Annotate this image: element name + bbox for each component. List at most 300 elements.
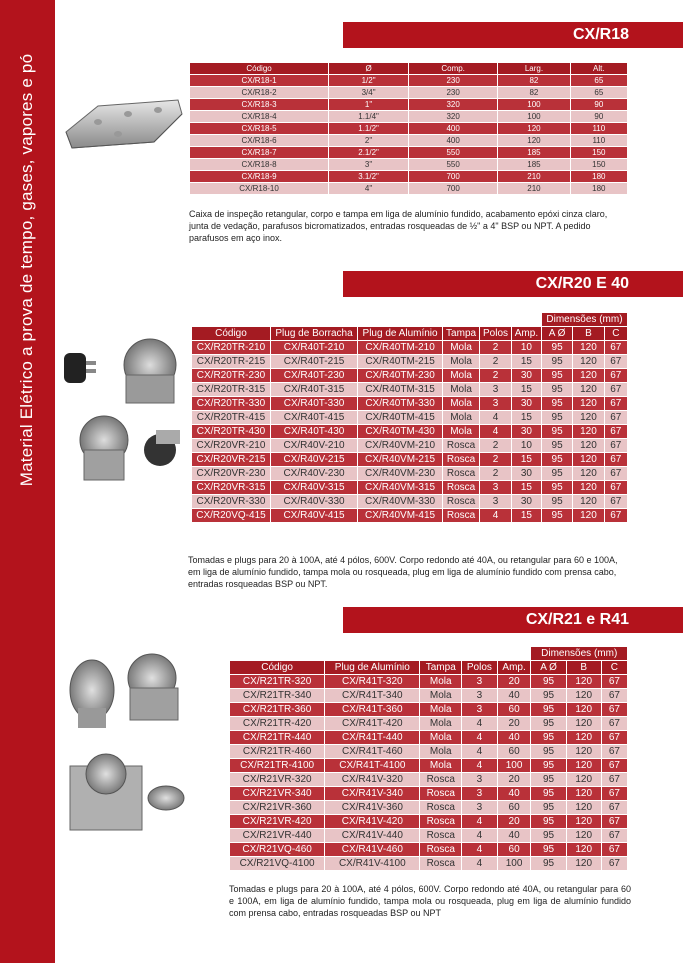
table-cell: Mola	[420, 689, 462, 703]
table-cell: CX/R20TR-230	[192, 369, 271, 383]
table-cell: 95	[531, 815, 566, 829]
table-cell: 95	[531, 759, 566, 773]
table-cell: 3	[462, 703, 498, 717]
table-cell: 20	[497, 773, 531, 787]
table-cell: 1"	[329, 99, 409, 111]
table-cell: CX/R18-6	[190, 135, 329, 147]
table-cell: 67	[604, 425, 627, 439]
table-cell: 60	[497, 801, 531, 815]
column-header: A Ø	[541, 327, 572, 341]
table-cell: 210	[498, 171, 570, 183]
table-cell: 320	[409, 99, 498, 111]
table-row	[230, 703, 628, 717]
table-cell: 82	[498, 75, 570, 87]
column-header: C	[604, 327, 627, 341]
table-cell: 95	[541, 481, 572, 495]
table-cell: CX/R21VR-360	[230, 801, 325, 815]
table-cell: CX/R40TM-330	[358, 397, 443, 411]
table-row	[230, 717, 628, 731]
table-cell: 100	[497, 759, 531, 773]
table-cell: Rosca	[420, 857, 462, 871]
table-cell: Rosca	[420, 843, 462, 857]
table-row	[190, 147, 628, 159]
table-row	[230, 829, 628, 843]
table-cell: 82	[498, 87, 570, 99]
table-row	[192, 341, 628, 355]
table-cell: 95	[531, 675, 566, 689]
table-cell: Rosca	[443, 439, 480, 453]
table-cell: CX/R40VM-215	[358, 453, 443, 467]
table-cell: CX/R18-9	[190, 171, 329, 183]
table-cell: 30	[511, 495, 541, 509]
table-cell: 10	[511, 341, 541, 355]
table-cell: CX/R41T-360	[325, 703, 420, 717]
table-cell: 120	[573, 411, 604, 425]
table-row	[190, 183, 628, 195]
table-cell: 65	[570, 87, 627, 99]
table-cell: Rosca	[443, 509, 480, 523]
table-cell: 95	[541, 341, 572, 355]
table-cell: 120	[566, 829, 601, 843]
table-cell: 20	[497, 675, 531, 689]
table-cell: 60	[497, 703, 531, 717]
table-cell: 30	[511, 369, 541, 383]
table-cell: CX/R41T-340	[325, 689, 420, 703]
table-cell: 67	[601, 717, 627, 731]
table-cell: Mola	[420, 731, 462, 745]
table-cell: 67	[604, 341, 627, 355]
table-cell: 120	[566, 731, 601, 745]
table-cell: 120	[573, 425, 604, 439]
table-row	[192, 369, 628, 383]
table-cell: CX/R41T-320	[325, 675, 420, 689]
table-cell: 185	[498, 159, 570, 171]
table-cell: 40	[497, 689, 531, 703]
table-cell: 120	[566, 689, 601, 703]
table-cell: Rosca	[443, 467, 480, 481]
table-cell: 95	[531, 843, 566, 857]
table-cell: CX/R20VR-330	[192, 495, 271, 509]
table-cell: 40	[497, 731, 531, 745]
inspection-box-image	[58, 92, 188, 154]
table-row	[192, 467, 628, 481]
table-cell: 1/2"	[329, 75, 409, 87]
table-cell: CX/R40VM-415	[358, 509, 443, 523]
table-cell: 67	[604, 397, 627, 411]
column-header: Ø	[329, 63, 409, 75]
table-cell: 95	[531, 787, 566, 801]
section-title-cxr20: CX/R20 E 40	[343, 271, 683, 297]
table-cell: CX/R41V-460	[325, 843, 420, 857]
table-cell: 120	[566, 703, 601, 717]
table-cell: CX/R21TR-4100	[230, 759, 325, 773]
table-cell: CX/R20VR-315	[192, 481, 271, 495]
table-cell: 95	[531, 857, 566, 871]
table-row	[190, 171, 628, 183]
table-cell: CX/R40TM-215	[358, 355, 443, 369]
table-cell: Rosca	[443, 453, 480, 467]
column-header: A Ø	[531, 661, 566, 675]
table-cell: 67	[601, 773, 627, 787]
table-cell: 2	[480, 369, 512, 383]
table-cell: 4	[480, 509, 512, 523]
table-cell: 90	[570, 99, 627, 111]
table-cell: CX/R41V-4100	[325, 857, 420, 871]
table-cell: 120	[573, 467, 604, 481]
table-cell: CX/R40TM-430	[358, 425, 443, 439]
table-cell: CX/R21TR-360	[230, 703, 325, 717]
table-cell: 60	[497, 745, 531, 759]
table-cell: 2	[480, 439, 512, 453]
table-cell: 3"	[329, 159, 409, 171]
table-cell: 67	[601, 815, 627, 829]
table-cell: CX/R20VQ-415	[192, 509, 271, 523]
table-cell: CX/R40VM-315	[358, 481, 443, 495]
table-cell: CX/R41T-440	[325, 731, 420, 745]
table-cxr20	[191, 312, 628, 523]
column-header: Alt.	[570, 63, 627, 75]
table-cell: 15	[511, 383, 541, 397]
table-cell: 20	[497, 815, 531, 829]
table-cell: Mola	[443, 341, 480, 355]
table-cell: 15	[511, 355, 541, 369]
table-cell: 95	[541, 439, 572, 453]
table-cell: 67	[601, 857, 627, 871]
table-cell: 10	[511, 439, 541, 453]
table-cell: 30	[511, 397, 541, 411]
table-cxr18	[189, 62, 628, 195]
table-cell: 150	[570, 159, 627, 171]
table-row	[190, 123, 628, 135]
table-cell: 120	[498, 135, 570, 147]
table-cell: 3	[480, 495, 512, 509]
table-row	[230, 801, 628, 815]
table-cell: Mola	[420, 703, 462, 717]
table-cell: CX/R41V-340	[325, 787, 420, 801]
table-row	[190, 159, 628, 171]
table-cell: 120	[573, 509, 604, 523]
table-cell: Rosca	[420, 787, 462, 801]
table-cell: CX/R20TR-210	[192, 341, 271, 355]
table-cell: 120	[566, 801, 601, 815]
table-cell: 180	[570, 171, 627, 183]
table-cell: 700	[409, 171, 498, 183]
table-cell: 3	[480, 383, 512, 397]
table-cell: 550	[409, 147, 498, 159]
table-cell: 4	[462, 731, 498, 745]
table-cell: 4	[462, 815, 498, 829]
table-cell: 67	[604, 383, 627, 397]
column-header: Código	[190, 63, 329, 75]
table-cell: 400	[409, 123, 498, 135]
table-cell: 67	[604, 509, 627, 523]
table-cell: Mola	[420, 745, 462, 759]
table-cell: 20	[497, 717, 531, 731]
table-cell: 95	[541, 425, 572, 439]
table-cell: CX/R40T-210	[270, 341, 357, 355]
table-cell: CX/R21TR-320	[230, 675, 325, 689]
table-cell: CX/R40TM-230	[358, 369, 443, 383]
table-cell: Mola	[443, 411, 480, 425]
table-cell: CX/R40VM-210	[358, 439, 443, 453]
table-cell: 120	[566, 675, 601, 689]
table-cell: CX/R21VQ-460	[230, 843, 325, 857]
table-cell: 3	[462, 689, 498, 703]
table-cell: CX/R40V-230	[270, 467, 357, 481]
table-cell: 95	[541, 495, 572, 509]
table-cell: Mola	[420, 717, 462, 731]
table-cell: CX/R40T-315	[270, 383, 357, 397]
table-cell: CX/R41V-420	[325, 815, 420, 829]
column-header: Código	[230, 661, 325, 675]
table-cell: 120	[573, 369, 604, 383]
table-cell: Rosca	[420, 815, 462, 829]
table-cell: 1.1/2"	[329, 123, 409, 135]
table-cell: CX/R20TR-215	[192, 355, 271, 369]
table-row	[230, 787, 628, 801]
table-cell: 95	[531, 773, 566, 787]
table-cell: 3.1/2"	[329, 171, 409, 183]
table-cell: 180	[570, 183, 627, 195]
table-cell: 90	[570, 111, 627, 123]
table-cell: 3	[462, 787, 498, 801]
table-row	[192, 495, 628, 509]
table-row	[192, 383, 628, 397]
column-header: Plug de Alumínio	[358, 327, 443, 341]
table-cell: 67	[604, 369, 627, 383]
table-cell: CX/R18-3	[190, 99, 329, 111]
table-cell: 95	[531, 829, 566, 843]
section-title-cxr21: CX/R21 e R41	[343, 607, 683, 633]
table-cell: 120	[573, 341, 604, 355]
table-cell: 185	[498, 147, 570, 159]
table-cell: 2	[480, 341, 512, 355]
table-cell: 15	[511, 509, 541, 523]
table-cell: 67	[601, 759, 627, 773]
table-cell: CX/R18-5	[190, 123, 329, 135]
table-row	[230, 689, 628, 703]
table-cell: 700	[409, 183, 498, 195]
dimensions-header: Dimensões (mm)	[541, 313, 627, 327]
table-cxr21	[229, 646, 628, 871]
table-row	[230, 857, 628, 871]
table-cell: 67	[604, 481, 627, 495]
table-cell: CX/R40T-430	[270, 425, 357, 439]
column-header: Larg.	[498, 63, 570, 75]
table-cell: 4	[462, 745, 498, 759]
table-cell: 550	[409, 159, 498, 171]
table-cell: 15	[511, 453, 541, 467]
column-header: B	[566, 661, 601, 675]
table-cell: 4	[462, 843, 498, 857]
table-row	[192, 411, 628, 425]
column-header: Tampa	[420, 661, 462, 675]
table-cell: CX/R40V-315	[270, 481, 357, 495]
table-cell: 120	[566, 815, 601, 829]
table-cell: 67	[604, 355, 627, 369]
table-cell: 120	[573, 481, 604, 495]
table-cell: CX/R21TR-420	[230, 717, 325, 731]
table-row	[192, 453, 628, 467]
table-cell: 67	[601, 731, 627, 745]
description-cxr21: Tomadas e plugs para 20 à 100A, até 4 pólos, 600V. Corpo redondo até 40A, ou retangular para 60 e 100A, em liga de alumínio fundido, tampa mola ou rosqueada, plug em liga de alumínio fundido com prensa cabo, entradas rosqueadas BSP ou NPT	[229, 884, 631, 918]
table-cell: CX/R40TM-315	[358, 383, 443, 397]
table-cell: 95	[531, 745, 566, 759]
table-cell: CX/R21VR-420	[230, 815, 325, 829]
table-cell: CX/R40V-210	[270, 439, 357, 453]
table-cell: CX/R41T-460	[325, 745, 420, 759]
table-cell: CX/R40V-215	[270, 453, 357, 467]
table-cell: 30	[511, 425, 541, 439]
table-cell: 15	[511, 481, 541, 495]
table-cell: 120	[573, 383, 604, 397]
table-cell: 67	[604, 495, 627, 509]
table-row	[230, 745, 628, 759]
table-row	[190, 135, 628, 147]
table-cell: CX/R18-1	[190, 75, 329, 87]
table-cell: 3	[462, 675, 498, 689]
table-row	[190, 111, 628, 123]
table-cell: 230	[409, 75, 498, 87]
column-header: Polos	[480, 327, 512, 341]
table-cell: 4	[462, 759, 498, 773]
table-cell: CX/R40T-330	[270, 397, 357, 411]
table-cell: 230	[409, 87, 498, 99]
table-cell: CX/R21VR-340	[230, 787, 325, 801]
table-cell: CX/R21VR-320	[230, 773, 325, 787]
table-cell: 120	[566, 759, 601, 773]
table-cell: 67	[601, 675, 627, 689]
column-header: Polos	[462, 661, 498, 675]
table-cell: CX/R41V-360	[325, 801, 420, 815]
table-cell: 2"	[329, 135, 409, 147]
table-cell: 1.1/4"	[329, 111, 409, 123]
table-cell: 95	[541, 397, 572, 411]
table-cell: CX/R21VR-440	[230, 829, 325, 843]
table-cell: CX/R21TR-340	[230, 689, 325, 703]
table-cell: 95	[531, 801, 566, 815]
table-cell: 67	[604, 411, 627, 425]
socket-r21-image	[62, 648, 190, 844]
table-cell: 67	[601, 703, 627, 717]
sidebar	[0, 0, 55, 963]
table-cell: CX/R40V-415	[270, 509, 357, 523]
table-cell: 67	[601, 745, 627, 759]
column-header: Plug de Borracha	[270, 327, 357, 341]
table-row	[230, 815, 628, 829]
table-cell: CX/R40TM-415	[358, 411, 443, 425]
table-cell: 60	[497, 843, 531, 857]
table-cell: Rosca	[420, 829, 462, 843]
description-cxr20: Tomadas e plugs para 20 à 100A, até 4 pólos, 600V. Corpo redondo até 40A, ou retangular para 60 e 100A, em liga de alumínio fundido, tampa mola ou rosqueada, plug em liga de alumínio fundido com prensa cabo, entradas rosqueadas BSP ou NPT.	[188, 555, 618, 589]
table-cell: CX/R40TM-210	[358, 341, 443, 355]
table-cell: 100	[498, 111, 570, 123]
table-cell: 120	[566, 773, 601, 787]
table-cell: 100	[498, 99, 570, 111]
table-row	[192, 509, 628, 523]
table-cell: 4	[480, 411, 512, 425]
table-cell: Mola	[443, 397, 480, 411]
table-cell: 30	[511, 467, 541, 481]
table-cell: 4	[462, 857, 498, 871]
table-row	[190, 75, 628, 87]
table-row	[230, 731, 628, 745]
table-row	[192, 355, 628, 369]
table-row	[230, 759, 628, 773]
table-row	[230, 773, 628, 787]
table-cell: CX/R40VM-330	[358, 495, 443, 509]
table-cell: CX/R20TR-330	[192, 397, 271, 411]
table-row	[190, 87, 628, 99]
table-cell: 120	[573, 397, 604, 411]
table-cell: 95	[541, 467, 572, 481]
table-cell: 67	[601, 689, 627, 703]
table-cell: 4"	[329, 183, 409, 195]
table-row	[190, 99, 628, 111]
table-cell: CX/R40V-330	[270, 495, 357, 509]
table-cell: 15	[511, 411, 541, 425]
table-cell: 95	[541, 453, 572, 467]
table-cell: 4	[462, 829, 498, 843]
table-cell: CX/R18-4	[190, 111, 329, 123]
table-row	[230, 843, 628, 857]
table-cell: CX/R18-10	[190, 183, 329, 195]
table-cell: 67	[601, 843, 627, 857]
table-cell: CX/R20VR-215	[192, 453, 271, 467]
table-cell: 95	[541, 369, 572, 383]
section-title-cxr18: CX/R18	[343, 22, 683, 48]
table-cell: 67	[604, 467, 627, 481]
socket-plug-image	[60, 335, 188, 495]
table-row	[230, 675, 628, 689]
table-cell: CX/R18-7	[190, 147, 329, 159]
table-cell: CX/R40T-215	[270, 355, 357, 369]
table-cell: CX/R20VR-230	[192, 467, 271, 481]
table-cell: 67	[601, 829, 627, 843]
table-cell: Mola	[443, 369, 480, 383]
table-cell: Mola	[443, 355, 480, 369]
column-header: C	[601, 661, 627, 675]
table-cell: 65	[570, 75, 627, 87]
table-cell: Mola	[443, 383, 480, 397]
table-row	[192, 439, 628, 453]
table-cell: Rosca	[420, 773, 462, 787]
table-cell: 2	[480, 453, 512, 467]
table-cell: 3	[462, 801, 498, 815]
table-cell: CX/R40T-415	[270, 411, 357, 425]
table-cell: CX/R41V-320	[325, 773, 420, 787]
table-cell: 95	[541, 509, 572, 523]
table-cell: 95	[531, 731, 566, 745]
table-cell: CX/R20TR-415	[192, 411, 271, 425]
table-cell: CX/R41T-420	[325, 717, 420, 731]
table-cell: CX/R20TR-315	[192, 383, 271, 397]
table-row	[192, 425, 628, 439]
table-cell: 3	[480, 397, 512, 411]
column-header: Plug de Alumínio	[325, 661, 420, 675]
table-cell: 120	[573, 453, 604, 467]
table-cell: 400	[409, 135, 498, 147]
table-cell: 3/4"	[329, 87, 409, 99]
table-cell: 67	[604, 439, 627, 453]
table-cell: 95	[531, 703, 566, 717]
table-cell: 2.1/2"	[329, 147, 409, 159]
table-cell: 40	[497, 829, 531, 843]
column-header: Amp.	[511, 327, 541, 341]
table-cell: CX/R18-8	[190, 159, 329, 171]
table-cell: 2	[480, 467, 512, 481]
table-cell: 120	[566, 717, 601, 731]
